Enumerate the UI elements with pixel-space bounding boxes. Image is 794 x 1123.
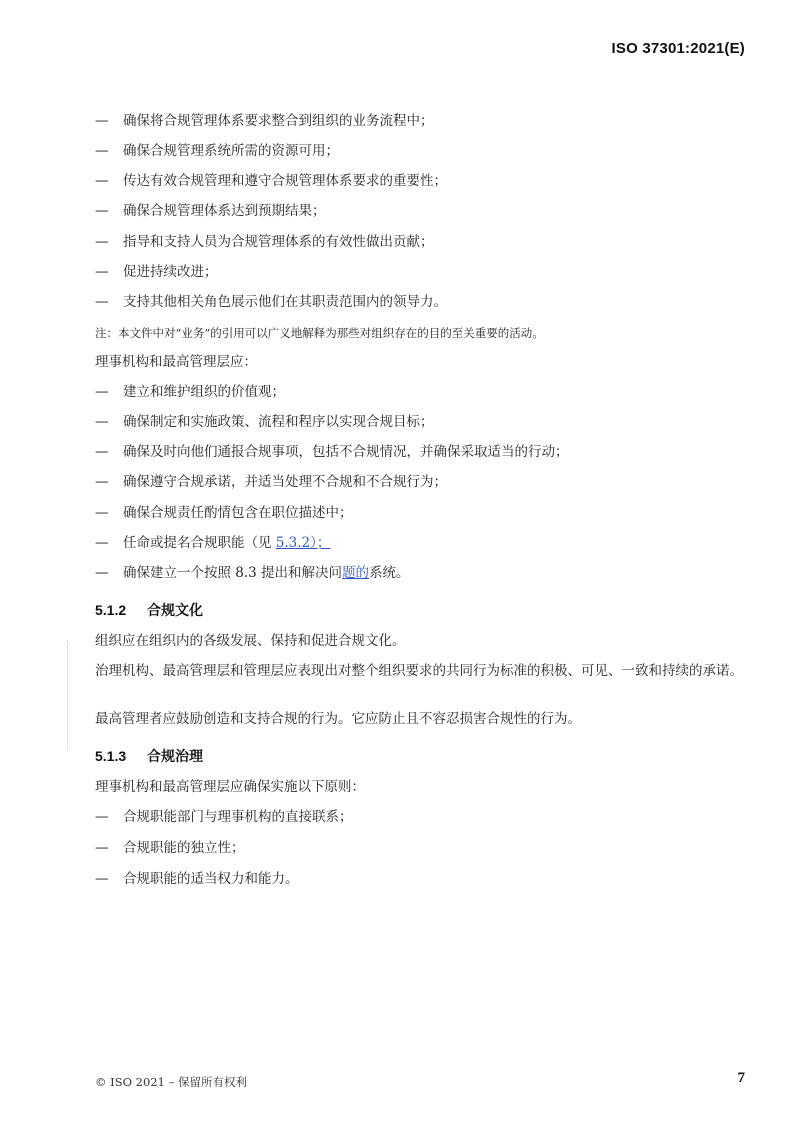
list-item xyxy=(95,173,447,189)
list-item-text: 合规职能部门与理事机构的直接联系； xyxy=(123,809,353,825)
list-item-text: 确保合规管理体系达到预期结果； xyxy=(123,203,326,219)
list-dash: — xyxy=(95,294,109,310)
list-dash: — xyxy=(95,384,109,400)
section-heading xyxy=(95,748,203,764)
list-item xyxy=(95,294,447,310)
list-dash: — xyxy=(95,113,109,129)
list-dash: — xyxy=(95,505,109,521)
list-item-text: 传达有效合规管理和遵守合规管理体系要求的重要性； xyxy=(123,173,447,189)
list-item xyxy=(95,565,410,581)
list-dash: — xyxy=(95,143,109,159)
paragraph: 理事机构和最高管理层应确保实施以下原则： xyxy=(95,779,365,795)
list-item xyxy=(95,203,326,219)
list-item xyxy=(95,113,434,129)
list-dash: — xyxy=(95,809,109,825)
list-item-text: 确保将合规管理体系要求整合到组织的业务流程中； xyxy=(123,113,434,129)
document-standard-code: ISO 37301:2021(E) xyxy=(611,40,745,57)
note-paragraph: 注：本文件中对“业务”的引用可以广义地解释为那些对组织存在的目的至关重要的活动。 xyxy=(95,326,544,340)
list-item xyxy=(95,444,569,460)
paragraph: 治理机构、最高管理层和管理层应表现出对整个组织要求的共同行为标准的积极、可见、一致和持续的承诺。 xyxy=(95,663,743,679)
list-item xyxy=(95,264,218,280)
term-link[interactable]: 题的 xyxy=(342,565,370,581)
list-dash: — xyxy=(95,414,109,430)
list-item xyxy=(95,809,353,825)
clause-reference-link[interactable]: 5.3.2）； xyxy=(275,535,331,551)
list-dash: — xyxy=(95,565,109,581)
list-item xyxy=(95,535,330,551)
list-item xyxy=(95,840,245,856)
list-item xyxy=(95,234,434,250)
footer-copyright: © ISO 2021 – 保留所有权利 xyxy=(95,1075,247,1089)
list-dash: — xyxy=(95,234,109,250)
section-title: 合规治理 xyxy=(147,748,203,764)
list-item xyxy=(95,143,339,159)
list-dash: — xyxy=(95,840,109,856)
list-item-text: 确保制定和实施政策、流程和程序以实现合规目标； xyxy=(123,414,434,430)
list-item-text: 建立和维护组织的价值观； xyxy=(123,384,285,400)
list-item-text: 指导和支持人员为合规管理体系的有效性做出贡献； xyxy=(123,234,434,250)
section-title: 合规文化 xyxy=(147,602,203,618)
list-item-text-suffix: 系统。 xyxy=(369,565,410,581)
list-item-text: 确保合规管理系统所需的资源可用； xyxy=(123,143,339,159)
list-item xyxy=(95,871,299,887)
margin-line xyxy=(67,640,68,750)
list-dash: — xyxy=(95,203,109,219)
list-item-text: 促进持续改进； xyxy=(123,264,218,280)
list-item xyxy=(95,474,447,490)
list-item-text: 确保合规责任酌情包含在职位描述中； xyxy=(123,505,353,521)
governing-intro: 理事机构和最高管理层应： xyxy=(95,354,257,370)
list-item xyxy=(95,414,434,430)
list-item-text: 支持其他相关角色展示他们在其职责范围内的领导力。 xyxy=(123,294,447,310)
list-item-text: 任命或提名合规职能（见 xyxy=(123,535,276,551)
list-item-text: 合规职能的独立性； xyxy=(123,840,245,856)
list-item-text: 确保建立一个按照 8.3 提出和解决问 xyxy=(123,565,343,581)
list-item-text: 确保及时向他们通报合规事项，包括不合规情况，并确保采取适当的行动； xyxy=(123,444,569,460)
section-heading xyxy=(95,602,203,618)
list-dash: — xyxy=(95,444,109,460)
list-dash: — xyxy=(95,173,109,189)
section-number: 5.1.2 xyxy=(95,602,127,618)
list-dash: — xyxy=(95,474,109,490)
list-dash: — xyxy=(95,264,109,280)
section-number: 5.1.3 xyxy=(95,748,127,764)
page-number: 7 xyxy=(737,1070,745,1086)
list-item xyxy=(95,384,285,400)
paragraph: 最高管理者应鼓励创造和支持合规的行为。它应防止且不容忍损害合规性的行为。 xyxy=(95,711,581,727)
list-item-text: 合规职能的适当权力和能力。 xyxy=(123,871,299,887)
list-dash: — xyxy=(95,871,109,887)
list-dash: — xyxy=(95,535,109,551)
paragraph: 组织应在组织内的各级发展、保持和促进合规文化。 xyxy=(95,633,406,649)
list-item xyxy=(95,505,353,521)
list-item-text: 确保遵守合规承诺，并适当处理不合规和不合规行为； xyxy=(123,474,447,490)
